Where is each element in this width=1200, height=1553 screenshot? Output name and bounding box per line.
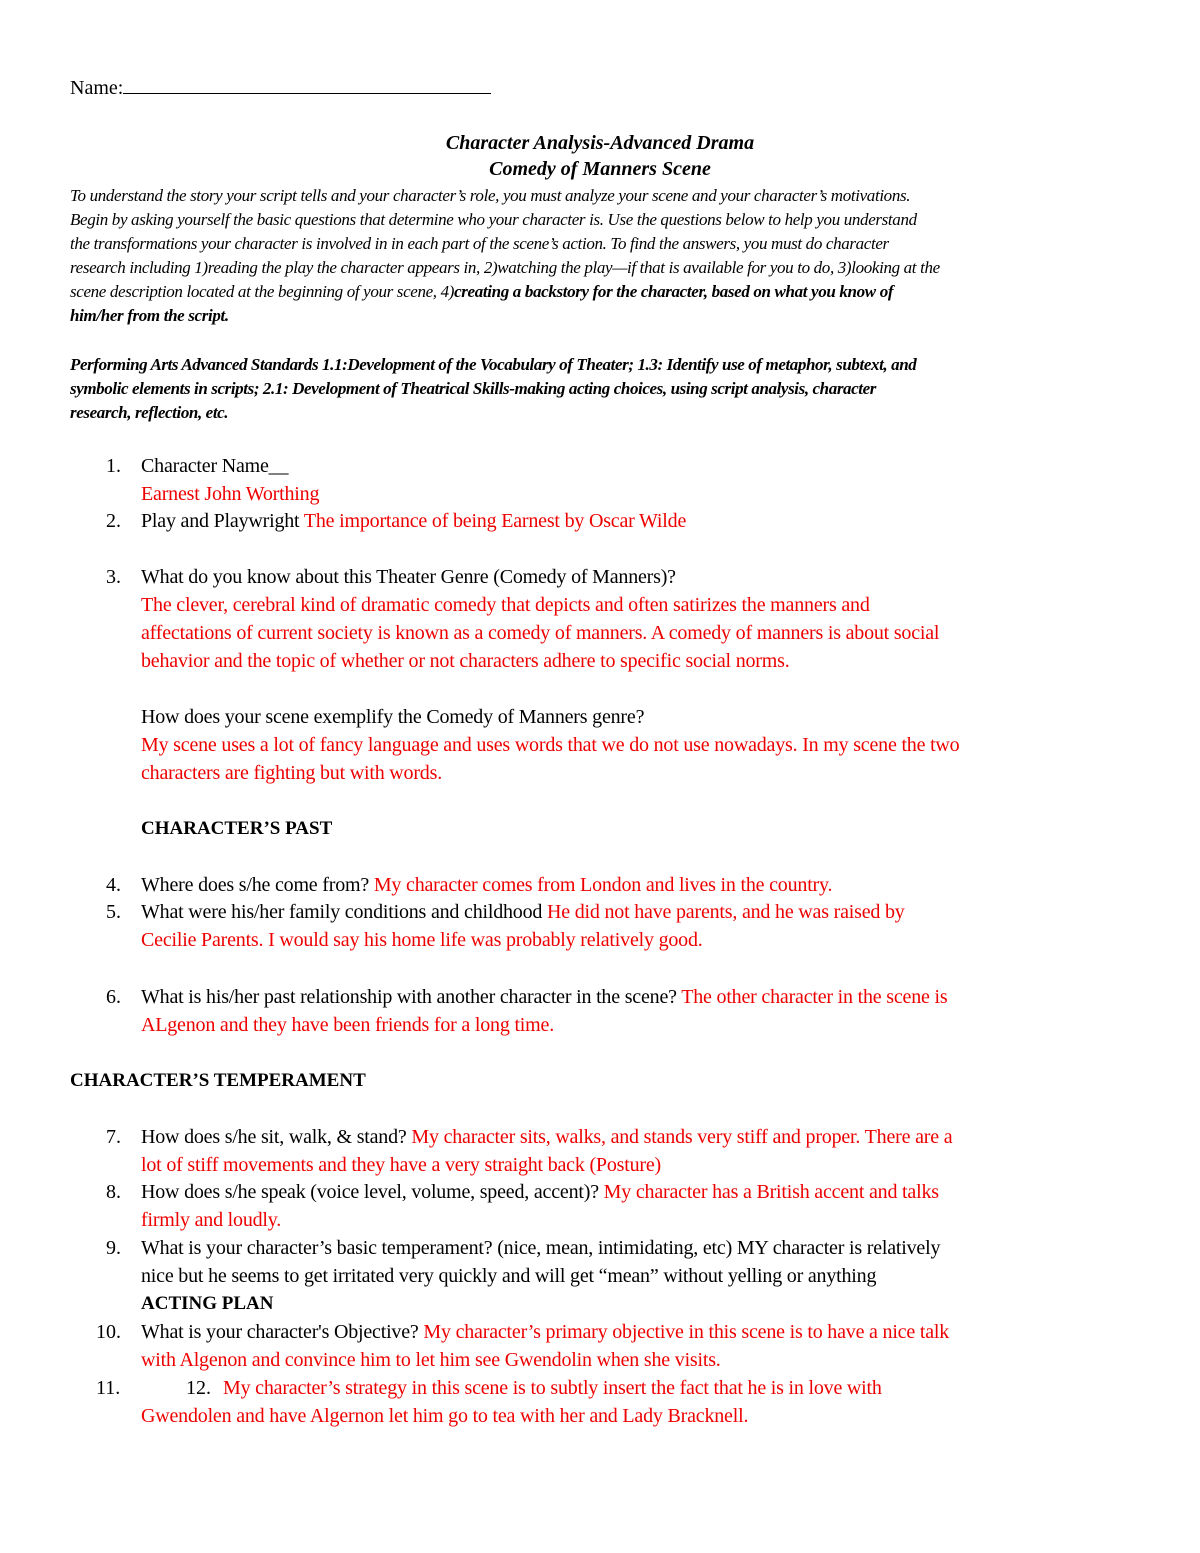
question-9-text: What is your character’s basic temperament? (nice, mean, intimidating, etc) MY character is relatively xyxy=(141,1237,941,1259)
intro-line: the transformations your character is involved in in each part of the scene’s action. To find the answers, you must do character xyxy=(70,234,889,253)
question-5 xyxy=(141,901,905,924)
question-5-answer: He did not have parents, and he was raised by xyxy=(547,901,905,923)
intro-line: Begin by asking yourself the basic questions that determine who your character is. Use the questions below to help you understand xyxy=(70,210,917,229)
question-10-answer: My character’s primary objective in this scene is to have a nice talk xyxy=(423,1321,950,1343)
question-6-answer: The other character in the scene is xyxy=(681,986,948,1008)
question-8-answer: My character has a British accent and talks xyxy=(603,1181,939,1203)
question-3-answer: behavior and the topic of whether or not characters adhere to specific social norms. xyxy=(141,650,790,672)
question-12-answer: My character’s strategy in this scene is to subtly insert the fact that he is in love with xyxy=(223,1377,882,1399)
name-field[interactable] xyxy=(70,75,491,100)
question-1-label: Character Name__ xyxy=(141,455,289,477)
question-number: 7. xyxy=(106,1126,121,1148)
question-number: 11. xyxy=(96,1377,121,1399)
intro-bold-text: creating a backstory for the character, based on what you know of xyxy=(454,282,894,301)
question-8 xyxy=(141,1181,939,1204)
standards-line: Performing Arts Advanced Standards 1.1:Development of the Vocabulary of Theater; 1.3: Identify use of metaphor, subtext, and xyxy=(70,355,917,374)
intro-line: research including 1)reading the play the character appears in, 2)watching the play—if that is available for you to do, 3)looking at the xyxy=(70,258,940,277)
question-7 xyxy=(141,1126,952,1149)
intro-line: him/her from the script. xyxy=(70,306,229,325)
question-9-text: nice but he seems to get irritated very quickly and will get “mean” without yelling or anything xyxy=(141,1265,877,1287)
question-12-answer: Gwendolen and have Algernon let him go to tea with her and Lady Bracknell. xyxy=(141,1405,749,1427)
name-blank-line[interactable] xyxy=(123,75,491,94)
question-number: 6. xyxy=(106,986,121,1008)
standards-line: symbolic elements in scripts; 2.1: Development of Theatrical Skills-making acting choices, using script analysis, character xyxy=(70,379,876,398)
question-1-answer: Earnest John Worthing xyxy=(141,483,320,505)
question-number: 12. xyxy=(186,1377,211,1399)
document-subtitle: Comedy of Manners Scene xyxy=(489,158,711,180)
question-3b-answer: My scene uses a lot of fancy language and uses words that we do not use nowadays. In my scene the two xyxy=(141,734,960,756)
question-3b-answer: characters are fighting but with words. xyxy=(141,762,442,784)
question-6-answer: ALgenon and they have been friends for a long time. xyxy=(141,1014,554,1036)
intro-line: To understand the story your script tells and your character’s role, you must analyze your scene and your character’s motivations. xyxy=(70,186,911,205)
question-10-label: What is your character's Objective? xyxy=(141,1321,424,1343)
question-6-label: What is his/her past relationship with another character in the scene? xyxy=(141,986,682,1008)
name-label: Name: xyxy=(70,77,124,99)
question-8-label: How does s/he speak (voice level, volume, speed, accent)? xyxy=(141,1181,604,1203)
question-7-answer: My character sits, walks, and stands very stiff and proper. There are a xyxy=(411,1126,953,1148)
section-heading-past: CHARACTER’S PAST xyxy=(141,818,333,839)
question-10 xyxy=(141,1321,949,1344)
question-8-answer: firmly and loudly. xyxy=(141,1209,282,1231)
question-2 xyxy=(141,510,686,533)
question-number: 2. xyxy=(106,510,121,532)
question-number: 10. xyxy=(96,1321,121,1343)
document-title: Character Analysis-Advanced Drama xyxy=(445,132,755,154)
question-2-label: Play and Playwright xyxy=(141,510,304,532)
question-number: 9. xyxy=(106,1237,121,1259)
question-3b-label: How does your scene exemplify the Comedy of Manners genre? xyxy=(141,706,645,728)
question-3-answer: affectations of current society is known as a comedy of manners. A comedy of manners is about social xyxy=(141,622,940,644)
section-heading-temperament: CHARACTER’S TEMPERAMENT xyxy=(70,1070,366,1091)
question-6 xyxy=(141,986,947,1009)
question-4 xyxy=(141,874,832,897)
intro-text: scene description located at the beginning of your scene, 4) xyxy=(70,282,455,301)
standards-line: research, reflection, etc. xyxy=(70,403,229,422)
question-3-label: What do you know about this Theater Genre (Comedy of Manners)? xyxy=(141,566,676,588)
intro-line xyxy=(70,282,893,302)
question-7-answer: lot of stiff movements and they have a very straight back (Posture) xyxy=(141,1154,661,1176)
question-number: 8. xyxy=(106,1181,121,1203)
question-7-label: How does s/he sit, walk, & stand? xyxy=(141,1126,412,1148)
question-10-answer: with Algenon and convince him to let him see Gwendolin when she visits. xyxy=(141,1349,721,1371)
question-number: 3. xyxy=(106,566,121,588)
section-heading-acting-plan: ACTING PLAN xyxy=(141,1293,274,1314)
question-4-answer: My character comes from London and lives in the country. xyxy=(373,874,833,896)
question-3-answer: The clever, cerebral kind of dramatic comedy that depicts and often satirizes the manners and xyxy=(141,594,870,616)
question-number: 4. xyxy=(106,874,121,896)
question-number: 1. xyxy=(106,455,121,477)
question-2-answer: The importance of being Earnest by Oscar Wilde xyxy=(303,510,687,532)
question-number: 5. xyxy=(106,901,121,923)
question-5-label: What were his/her family conditions and childhood xyxy=(141,901,548,923)
question-4-label: Where does s/he come from? xyxy=(141,874,374,896)
question-5-answer: Cecilie Parents. I would say his home life was probably relatively good. xyxy=(141,929,703,951)
